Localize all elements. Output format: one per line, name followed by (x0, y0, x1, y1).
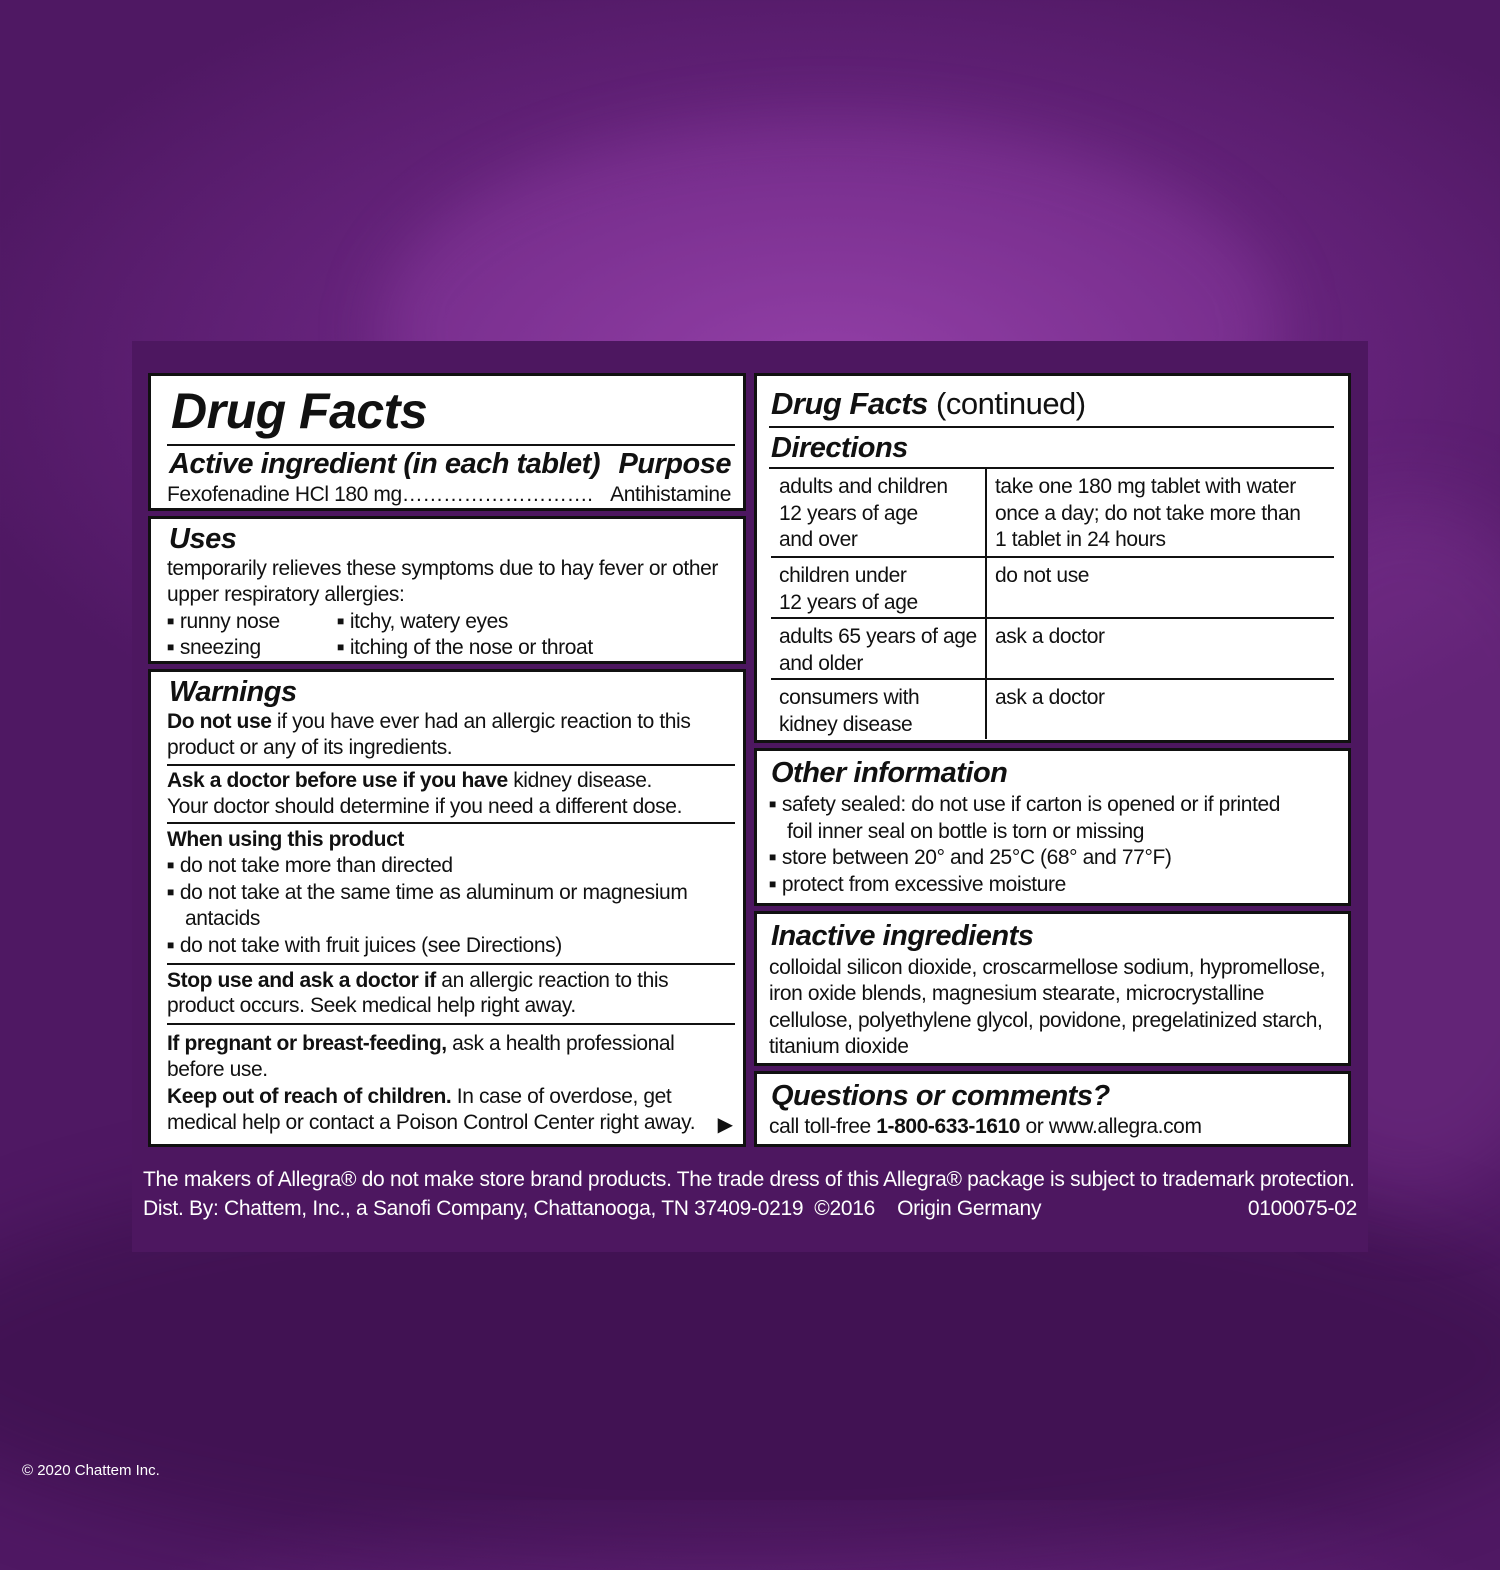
other-info-item: ■ store between 20° and 25°C (68° and 77°F) (769, 845, 1171, 874)
when-using-item: ■ do not take with fruit juices (see Directions) (167, 933, 562, 962)
when-using-item: ■ do not take more than directed (167, 853, 453, 882)
who-line: kidney disease (779, 712, 913, 736)
questions-text (769, 1114, 1202, 1141)
symptom-item: ■ sneezing (167, 635, 261, 664)
inactive-ingredients-line: colloidal silicon dioxide, croscarmellose sodium, hypromellose, (769, 956, 1326, 979)
warnings-heading: Warnings (169, 676, 297, 708)
divider (167, 963, 735, 965)
stop-use-text-1: an allergic reaction to this (435, 969, 669, 992)
pregnant-label: If pregnant or breast-feeding, (167, 1032, 447, 1055)
questions-box (754, 1071, 1351, 1147)
trademark-notice: The makers of Allegra® do not make store brand products. The trade dress of this Allegra® package is subject to trademark protection. (143, 1168, 1355, 1191)
active-ingredient-heading: Active ingredient (in each tablet) (169, 448, 600, 480)
who-line: 12 years of age (779, 501, 918, 525)
who-line: consumers with (779, 686, 920, 709)
inactive-ingredients-line: cellulose, polyethylene glycol, povidone, pregelatinized starch, (769, 1009, 1323, 1032)
uses-intro: temporarily relieves these symptoms due to hay fever or other (167, 557, 719, 580)
pregnant-text-2: before use. (167, 1058, 268, 1081)
uses-intro: upper respiratory allergies: (167, 583, 405, 606)
drug-facts-title: Drug Facts (171, 383, 428, 439)
inactive-ingredients-box (754, 911, 1351, 1066)
directions-dose (986, 679, 1334, 739)
directions-heading: Directions (771, 432, 908, 464)
who-line: children under (779, 564, 907, 587)
keep-out-text-2: medical help or contact a Poison Control Center right away. (167, 1111, 696, 1134)
dose-line: once a day; do not take more than (995, 501, 1301, 525)
dose-line: 1 tablet in 24 hours (995, 528, 1166, 551)
directions-row (771, 557, 1334, 618)
other-information-box (754, 748, 1351, 906)
dose-line: ask a doctor (995, 625, 1105, 648)
do-not-use-text (167, 709, 690, 736)
when-using-label: When using this product (167, 828, 404, 851)
directions-box (754, 373, 1351, 743)
questions-heading: Questions or comments? (771, 1080, 1110, 1112)
divider (167, 822, 735, 824)
directions-who (771, 618, 986, 679)
keep-out-label: Keep out of reach of children. (167, 1085, 452, 1108)
inactive-ingredients-line: iron oxide blends, magnesium stearate, microcrystalline (769, 982, 1265, 1005)
directions-who (771, 469, 986, 557)
phone-number: 1-800-633-1610 (876, 1115, 1021, 1138)
do-not-use-text-1: if you have ever had an allergic reaction to this (271, 710, 691, 733)
symptom-item: ■ runny nose (167, 609, 280, 638)
when-using-item-cont: antacids (185, 907, 261, 930)
ask-doctor-label: Ask a doctor before use if you have (167, 769, 508, 792)
who-line: 12 years of age (779, 590, 918, 614)
symptom-item: ■ itchy, watery eyes (337, 609, 508, 638)
who-line: and over (779, 528, 858, 551)
inactive-ingredients-heading: Inactive ingredients (771, 920, 1034, 952)
dose-line: ask a doctor (995, 686, 1105, 709)
leader-dots: ………………………. (401, 483, 593, 506)
stop-use-label: Stop use and ask a doctor if (167, 969, 436, 992)
website-text: or www.allegra.com (1020, 1115, 1202, 1138)
who-line: and older (779, 651, 863, 675)
ingredient-purpose: Antihistamine (610, 483, 731, 506)
divider (167, 764, 735, 766)
continued-title-rest: (continued) (927, 386, 1086, 421)
other-info-item-cont: foil inner seal on bottle is torn or missing (787, 820, 1145, 843)
uses-box (148, 516, 746, 664)
other-info-item: ■ safety sealed: do not use if carton is opened or if printed (769, 792, 1280, 821)
divider (769, 426, 1334, 428)
continued-title (771, 386, 1086, 422)
keep-out-text (167, 1084, 671, 1111)
pregnant-text (167, 1031, 674, 1058)
ask-doctor-text-1: kidney disease. (507, 769, 652, 792)
symptom-item: ■ itching of the nose or throat (337, 635, 593, 664)
other-information-heading: Other information (771, 757, 1008, 789)
directions-row (771, 469, 1334, 557)
who-line: adults and children (779, 475, 948, 498)
pregnant-text-1: ask a health professional (446, 1032, 675, 1055)
directions-dose (986, 469, 1334, 557)
continue-arrow-icon: ▶ (717, 1114, 733, 1136)
when-using-item: ■ do not take at the same time as aluminum or magnesium (167, 880, 687, 909)
stop-use-text (167, 968, 668, 995)
dose-line: take one 180 mg tablet with water (995, 475, 1296, 498)
do-not-use-label: Do not use (167, 710, 272, 733)
do-not-use-text-2: product or any of its ingredients. (167, 736, 453, 759)
other-info-item: ■ protect from excessive moisture (769, 872, 1066, 901)
directions-row (771, 679, 1334, 739)
who-line: adults 65 years of age (779, 625, 977, 648)
stop-use-text-2: product occurs. Seek medical help right away. (167, 994, 576, 1017)
ask-doctor-text-2: Your doctor should determine if you need a different dose. (167, 795, 682, 818)
copyright-notice: © 2020 Chattem Inc. (22, 1462, 160, 1479)
directions-who (771, 557, 986, 618)
divider (167, 444, 735, 446)
directions-dose (986, 618, 1334, 679)
divider (167, 1023, 735, 1025)
active-ingredient-box (148, 373, 746, 511)
keep-out-text-1: In case of overdose, get (451, 1085, 672, 1108)
directions-who (771, 679, 986, 739)
directions-row (771, 618, 1334, 679)
purpose-heading: Purpose (618, 448, 731, 480)
ingredient-name: Fexofenadine HCl 180 mg (167, 483, 402, 506)
questions-text-1: call toll-free (769, 1115, 877, 1138)
ingredient-line (167, 482, 593, 509)
warnings-box (148, 669, 746, 1147)
directions-dose (986, 557, 1334, 618)
inactive-ingredients-line: titanium dioxide (769, 1035, 909, 1058)
continued-title-bold: Drug Facts (771, 386, 928, 421)
dose-line: do not use (995, 564, 1090, 587)
directions-table (771, 469, 1334, 739)
uses-heading: Uses (169, 523, 237, 555)
product-code: 0100075-02 (1247, 1197, 1357, 1220)
distributor-line: Dist. By: Chattem, Inc., a Sanofi Company, Chattanooga, TN 37409-0219 ©2016 Origin Germany (143, 1197, 1042, 1220)
ask-doctor-text (167, 768, 652, 795)
